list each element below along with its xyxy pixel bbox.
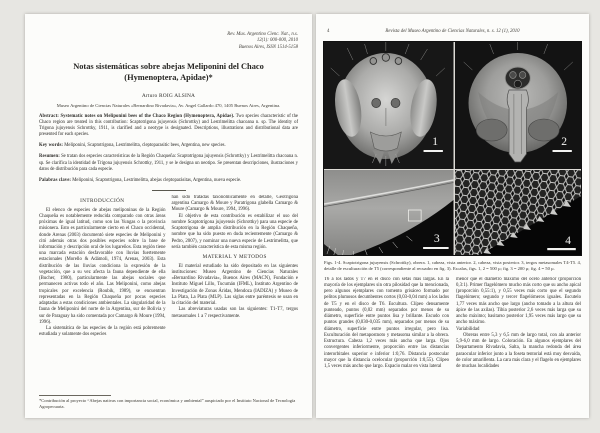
variability-heading: Variabilidad — [456, 326, 480, 332]
keywords-paragraph — [39, 143, 298, 149]
figure-panel-label-1: 1 — [432, 133, 439, 149]
author-name: Arturo ROIG ALSINA — [141, 92, 196, 99]
methods-paragraph: Las abreviaturas usadas son las siguientes: T1-T7, tergos metasomales 1 a 7 respectivamente. — [171, 307, 298, 319]
palabras-clave-text: Meliponini, Scaptotrigona, Lestrimelitta, abejas cleptoparásitas, Argentina, nueva especie. — [72, 177, 242, 183]
page-number: 4 — [327, 29, 330, 34]
running-head-text: Revista del Museo Argentino de Ciencias Naturales, n. s. 12 (1), 2010 — [385, 29, 520, 34]
right-page-column-1 — [324, 277, 449, 403]
left-page-column-2 — [172, 195, 299, 359]
right-page-column-2 — [456, 277, 581, 403]
palabras-clave-paragraph — [39, 178, 298, 184]
keywords-label: Key words: — [39, 143, 64, 149]
sem-photo-head-posterior — [455, 42, 581, 169]
introduction-heading: INTRODUCCIÓN — [80, 197, 125, 204]
journal-ref-line: Rev. Mus. Argentino Cienc. Nat., n.s. — [227, 32, 298, 37]
journal-reference — [39, 32, 298, 51]
resumen-paragraph — [39, 154, 298, 172]
methods-heading: MATERIAL Y METODOS — [202, 253, 267, 260]
sem-photo-sculpture-detail — [455, 170, 581, 255]
figure-panel-label-3: 3 — [433, 230, 440, 246]
article-title — [45, 62, 292, 84]
figure-caption: Figs. 1-4. Scaptotrigona jujuyensis (Schrottky), obrera. 1, cabeza, vista anterior. 2, cabeza, vista posterior. 3, tergos metasomales T4-T5. 4, detalle de esculturación de T5 (correspondiente al recuadro en fig. 3). Escalas, figs. 1, 2 = 500 µ; fig. 3 = 200 µ; fig. 4 = 50 µ. — [324, 260, 581, 271]
body-paragraph: menor que el diámetro máximo del ocelo anterior (proporción 0,3:1). Primer flagelómero mucho más corto que su ancho apical (proporción 0,55:1), y 0,55 veces más corto que el segundo flagelómero; segundo y tercer flagelómeros iguales. Escutelo 1,77 veces más ancho que largo (ancho tomado a la altura del ápice de las axilas). Tibia posterior 2,6 veces más larga que su ancho máximo; basitarso posterior 1,95 veces más largo que su ancho máximo. — [456, 276, 581, 326]
body-paragraph: T6 a los lados y T7 en el disco con setas más largas. En la mayoría de los ejemplares sin otra pilosidad que la mencionada, pero algunos ejemplares con tomento grisáceo formado por pelitos plumosos decumbentes cortos (0,03-0,04 mm) a los lados de T5 y en el disco de T6. Escultura. Clípeo densamente punteado, puntos (0,02 mm) separados por menos de su diámetro, superficie entre puntos lisa y brillante. Escudo con puntos grandes (0,030-0,035 mm), separados por menos de su diámetro, superficie entre puntos irregular, pero lisa. Esculturación del metapostnoto y metasoma similar a la obrera. Estructura. Cabeza 1,2 veces más ancha que larga. Ojos convergentes inferiormente, proporción entre las distancias interorbitales superior e inferior 1:0,76. Distancia postocular mayor que la distancia ocelocular (proporción 1:0,55). Clípeo 1,5 veces más ancho que largo. Espacio malar en vista lateral — [324, 276, 449, 370]
scale-bar — [552, 150, 571, 152]
footnote-rule — [39, 395, 111, 396]
introduction-paragraph: El elenco de especies de abejas meliponinas de la Región Chaqueña es notablemente reducida comparado con otras áreas próximas de igual latitud, como son las Yungas o la provincia misionera. Esto es particularmente cierto en el Chaco occidental, donde Arenas (2003) documentó siete especies de Meliponini y citó además otras dos posibles especies sobre la base de información y descripción oral de los lugareños. Esta región tiene una marcada estación desfavorable con lluvias fuertemente estacionales (Morello & Adámoli, 1974, Arenas, 2003). Esta distribución de las lluvias condiciona la expresión de la vegetación, que a su vez afecta la fauna dependiente de ella (Bucher, 1980), particularmente las abejas sociales que permanecen activas todo el año. Las Meliponini, como abejas tropicales por excelencia (Roubik, 1989), se encuentran representadas en la Región Chaqueña por pocas especies adaptadas a estas condiciones ambientales. La singularidad de la fauna de Meliponini del norte de la Argentina, sur de Bolivia y sur de Paraguay ha sido comentada por Camargo & Moure (1994, 1996). — [39, 207, 166, 325]
footnote — [39, 395, 296, 410]
figure-panel-label-4: 4 — [564, 233, 571, 248]
abstract-paragraph — [39, 114, 298, 138]
right-page-columns — [323, 277, 582, 403]
palabras-clave-label: Palabras clave: — [39, 177, 72, 183]
journal-ref-line: 12(1): 000-000, 2010 — [256, 38, 298, 44]
left-page-column-1 — [39, 195, 166, 359]
running-head — [323, 29, 582, 36]
methods-paragraph: El material estudiado ha sido depositado en las siguientes instituciones: Museo Argentino de Ciencias Naturales «Bernardino Rivadavia», Buenos Aires (MACN), Fundación e Instituto Miguel Lillo, Tucumán (IFML), Instituto Argentino de Investigación de Zonas Áridas, Mendoza (IADIZA) y Museo de La Plata, La Plata (MLP). Las siglas entre paréntesis se usan en la citación del material. — [171, 263, 298, 307]
journal-ref-line: Buenos Aires, ISSN 1514-5158 — [238, 44, 298, 50]
abstract-text: Two species characteristic of the Chaco region are treated in this contribution: Scaptotrigona jujuyensis (Schrottky) and Lestrimelitta chacoana n. sp. The identity of Trigona jujuyensis Schrottky, 1911, is clarified and a neotype is designated. Descriptions, illustrations and distributional data are presented for each species. — [39, 113, 298, 138]
scale-bar — [423, 247, 449, 249]
figure-plate — [323, 41, 582, 256]
article-title-line1: Notas sistemáticas sobre abejas Meliponini del Chaco — [73, 62, 264, 72]
section-divider-rule — [152, 190, 186, 191]
body-paragraph: Obreras entre 5,3 y 6,5 mm de largo total, con ala anterior 5,9-6,0 mm de largo. Coloración. En algunos ejemplares del Departamento Rivadavia, Salta, la mancha redonda del área paraocular inferior junto a la foseta tentorial está muy desvaída, de color amarillenta. La cara más clara y el flagelo en ejemplares de muchas localidades — [456, 332, 581, 370]
scale-bar — [424, 150, 443, 152]
scale-bar — [547, 248, 576, 250]
right-page — [316, 14, 589, 418]
left-page — [25, 14, 312, 418]
resumen-text: Se tratan dos especies características de la Región Chaqueña: Scaptotrigona jujuyensis (Schrottky) y Lestrimelitta chacoana n. sp. Se clarifica la identidad de Trigona jujuyensis Schrottky, 1911, y se le designa un neotipo. Se presentan descripciones, ilustraciones y datos de distribución para cada especie. — [39, 154, 298, 172]
body-paragraph: han sido tratadas taxonómicamente en detalle, Geotrigona argentina Camargo & Moure y Paratrigona glabella Camargo & Moure (Camargo & Moure, 1994, 1996). — [171, 194, 298, 213]
footnote-text: *Contribución al proyecto “Abejas nativas con importancia social, económica y ambiental” auspiciado por el Instituto Nacional de Tecnología Agropecuaria. — [39, 398, 296, 410]
author-affiliation: Museo Argentino de Ciencias Naturales «Bernardino Rivadavia», Av. Angel Gallardo 470, 1405 Buenos Aires, Argentina. — [56, 102, 281, 108]
article-title-line2: (Hymenoptera, Apidae)* — [124, 73, 213, 83]
sem-photo-terga — [324, 170, 454, 255]
body-paragraph: El objetivo de esta contribución es estabilizar el uso del nombre Scaptotrigona jujuyensis (Schrottky) para una especie de Scaptotrigona de amplia distribución en la Región Chaqueña, nombre que ha sido puesto en duda recientemente (Camargo & Pedro, 2007), y nominar una nueva especie de Lestrimelitta, que sería también característica de esta misma región. — [171, 213, 298, 250]
sem-photo-head-anterior — [324, 42, 454, 169]
introduction-paragraph: La sistemática de las especies de la región está pobremente estudiada y solamente dos especies — [39, 326, 166, 338]
abstract-label: Abstract: Systematic notes on Meliponini bees of the Chaco Region (Hymenoptera, Apidae). — [39, 113, 235, 119]
figure-panel-label-2: 2 — [560, 133, 567, 149]
resumen-label: Resumen: — [39, 154, 60, 160]
keywords-text: Meliponini, Scaptotrigona, Lestrimelitta, cleptoparasitic bees, Argentina, new species. — [64, 143, 226, 149]
left-page-columns — [39, 195, 298, 359]
